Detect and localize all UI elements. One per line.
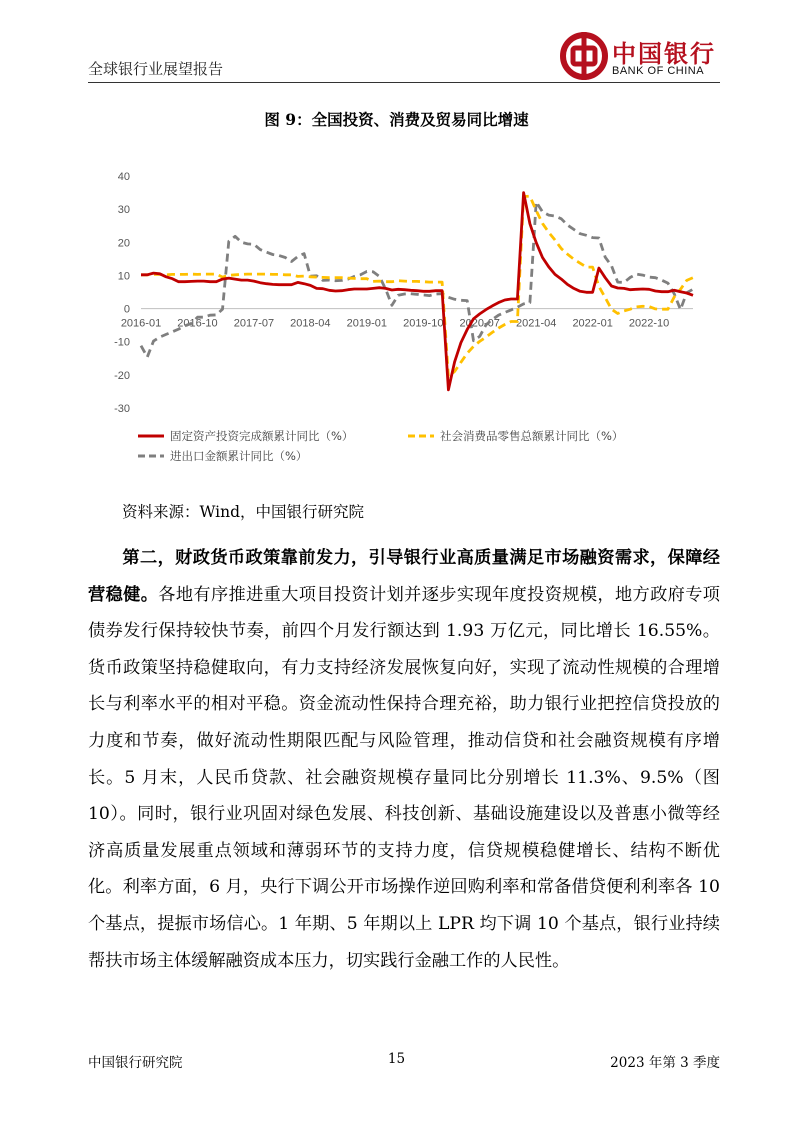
- x-tick-label: 2019-10: [403, 317, 444, 330]
- x-tick-label: 2022-10: [628, 317, 670, 330]
- footer-period: 2023 年第 3 季度: [610, 1055, 720, 1071]
- legend-label: 社会消费品零售总额累计同比（%）: [440, 429, 624, 443]
- x-tick-label: 2016-10: [177, 317, 218, 330]
- chart-legend: [138, 429, 623, 463]
- footer-institution: 中国银行研究院: [88, 1055, 183, 1071]
- y-tick-label: 0: [123, 303, 130, 316]
- figure-title: 图 9：全国投资、消费及贸易同比增速: [264, 110, 529, 129]
- paragraph-lead: 第二，财政货币政策靠前发力，引导银行业高质量满足市场融资需求，保障经营稳健。: [88, 548, 720, 605]
- legend-label: 进出口金额累计同比（%）: [170, 449, 308, 463]
- y-tick-label: -20: [114, 369, 130, 382]
- y-tick-label: 40: [117, 171, 130, 183]
- y-tick-label: -10: [114, 336, 130, 349]
- legend-label: 固定资产投资完成额累计同比（%）: [170, 429, 354, 443]
- y-tick-label: 20: [117, 237, 130, 250]
- report-title: 全球银行业展望报告: [88, 60, 224, 78]
- series-line-0: [141, 193, 693, 390]
- header-divider: [88, 82, 720, 83]
- line-chart: [108, 160, 706, 478]
- y-tick-label: 10: [117, 270, 130, 283]
- x-tick-label: 2020-07: [459, 317, 500, 330]
- logo-text-english: BANK OF CHINA: [612, 65, 705, 77]
- x-tick-label: 2021-04: [515, 317, 557, 330]
- page-number: 15: [387, 1051, 406, 1067]
- x-axis: [121, 309, 693, 330]
- y-axis: [114, 171, 130, 415]
- paragraph-text: 各地有序推进重大项目投资计划并逐步实现年度投资规模，地方政府专项债券发行保持较快节奏，前四个月发行额达到 1.93 万亿元，同比增长 16.55%。货币政策坚持稳健取向，有力支持经济发展恢复向好，实现了流动性规模的合理增长与利率水平的相对平稳。资金流动性保持合理充裕，助力银行业把控信贷投放的力度和节奏，做好流动性期限匹配与风险管理，推动信贷和社会融资规模有序增长。5 月末，人民币贷款、社会融资规模存量同比分别增长 11.3%、9.5%（图 10）。同时，银行业巩固对绿色发展、科技创新、基础设施建设以及普惠小微等经济高质量发展重点领域和薄弱环节的支持力度，信贷规模稳健增长、结构不断优化。利率方面，6 月，央行下调公开市场操作逆回购利率和常备借贷便利利率各 10 个基点，提振市场信心。1 年期、5 年期以上 LPR 均下调 10 个基点，银行业持续帮扶市场主体缓解融资成本压力，切实践行金融工作的人民性。: [88, 584, 720, 971]
- figure-source: 资料来源：Wind，中国银行研究院: [122, 503, 365, 521]
- x-tick-label: 2019-01: [346, 317, 388, 330]
- x-tick-label: 2016-01: [120, 317, 162, 330]
- logo-text-chinese: 中国银行: [612, 39, 716, 68]
- logo-emblem-icon: [563, 32, 605, 80]
- y-tick-label: 30: [117, 204, 130, 217]
- y-tick-label: -30: [114, 403, 130, 415]
- x-tick-label: 2022-01: [572, 317, 613, 330]
- body-paragraph: [88, 540, 720, 979]
- chart-lines: [141, 193, 693, 390]
- x-tick-label: 2017-07: [233, 317, 275, 330]
- x-tick-label: 2018-04: [290, 317, 331, 330]
